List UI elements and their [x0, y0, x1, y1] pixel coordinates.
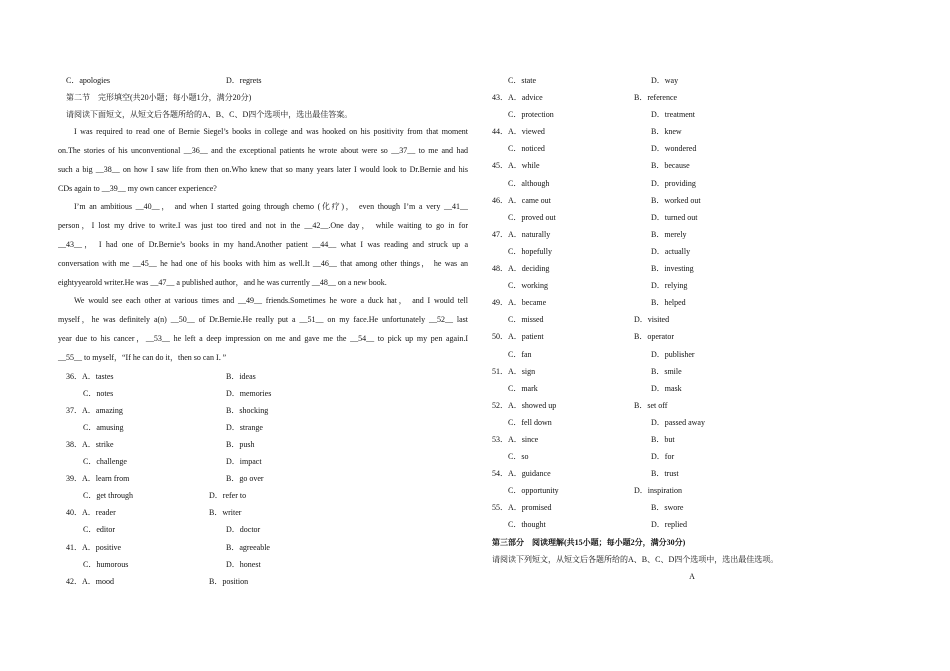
question-row-ab — [492, 465, 902, 482]
option-c: C．fell down — [508, 417, 552, 427]
option-a: 52．A．showed up — [492, 400, 557, 410]
option-a: 55．A．promised — [492, 503, 552, 513]
question-row-cd — [58, 419, 468, 436]
option-d: D．refer to — [209, 491, 247, 501]
option-b: B．reference — [634, 93, 678, 103]
question-row-ab — [492, 499, 902, 516]
option-b: B．writer — [209, 508, 242, 518]
option-a: 50．A．patient — [492, 332, 544, 342]
part3-instruction: 请阅读下列短文，从短文后各题所给的A、B、C、D四个选项中，选出最佳选项。 — [492, 554, 779, 564]
part3-title: 第三部分 阅读理解(共15小题；每小题2分，满分30分) — [492, 537, 686, 547]
question-row-ab — [58, 402, 468, 419]
option-d: D．memories — [226, 388, 272, 398]
passage-line: __43__， I had one of Dr.Bernie’s books in my hand.Another patient __44__ what I was reading and struck up a — [58, 240, 468, 250]
left-column — [58, 72, 468, 590]
option-c: C．so — [508, 452, 529, 462]
option-b: B．push — [226, 440, 255, 450]
passage-line: eightyyearold writer.He was __47__ a published author，and he was currently __48__ on a new book. — [58, 277, 387, 287]
option-c: C．proved out — [508, 212, 556, 222]
option-d: D．wondered — [651, 144, 697, 154]
option-c: C．apologies — [66, 76, 110, 85]
option-b: B．operator — [634, 332, 674, 342]
option-d: D．way — [651, 76, 679, 85]
question-row-cd — [492, 414, 902, 431]
right-column — [492, 72, 902, 585]
question-row-ab — [492, 157, 902, 174]
option-a: 41．A．positive — [66, 542, 122, 552]
question-row-cd — [492, 277, 902, 294]
option-c: C．protection — [508, 110, 554, 120]
option-c: C．noticed — [508, 144, 545, 154]
option-b: B．investing — [651, 264, 694, 274]
question-row-cd — [492, 346, 902, 363]
question-row-cd — [492, 448, 902, 465]
option-d: D．actually — [651, 246, 691, 256]
option-c: C．notes — [83, 388, 114, 398]
option-a: 39．A．learn from — [66, 474, 130, 484]
option-c: C．mark — [508, 383, 538, 393]
question-row-cd — [492, 516, 902, 533]
question-row-cd — [492, 482, 902, 499]
passage-line: __55__ to myself，“If he can do it，then so can I．” — [58, 352, 227, 362]
option-a: 48．A．deciding — [492, 264, 550, 274]
passage-line: person，I lost my drive to write.I was just too tired and not in the __42__.One day， while waiting to go in for — [58, 221, 468, 231]
option-c: C．hopefully — [508, 246, 552, 256]
option-a: 49．A．became — [492, 298, 547, 308]
question-row-cd — [492, 243, 902, 260]
question-row-ab — [492, 192, 902, 209]
section-title: 第二节 完形填空(共20小题；每小题1分，满分20分) — [66, 93, 252, 103]
passage-line: such a big __38__ on how I saw life from then on.Who knew that so many years later I would look to Dr.Bernie and his — [58, 164, 468, 174]
question-row-ab — [58, 436, 468, 453]
passage-line: conversation with me __45__ he had one of his books with him as well.It __46__ that among other things， he was an — [58, 258, 468, 268]
option-b: B．merely — [651, 229, 687, 239]
passage-line: I’m an ambitious __40__， and when I started going through chemo (化疗)， even though I’m a very __41__ — [74, 202, 468, 212]
option-a: 43．A．advice — [492, 93, 543, 103]
option-b: B．helped — [651, 298, 686, 308]
question-row-cd — [58, 487, 468, 504]
question-row-ab — [58, 504, 468, 521]
option-b: B．shocking — [226, 405, 269, 415]
option-c: C．challenge — [83, 457, 127, 467]
question-row-cd — [492, 380, 902, 397]
option-d: D．for — [651, 452, 675, 462]
option-a: 44．A．viewed — [492, 127, 545, 137]
option-b: B．swore — [651, 503, 684, 513]
question-row-ab — [58, 539, 468, 556]
option-c: C．opportunity — [508, 486, 559, 496]
question-list-left — [58, 368, 468, 590]
option-c: C．working — [508, 281, 548, 291]
option-b: B．ideas — [226, 371, 256, 381]
question-row-cd — [58, 453, 468, 470]
option-a: 42．A．mood — [66, 576, 114, 586]
option-b: B．go over — [226, 474, 264, 484]
option-d: D．strange — [226, 422, 263, 432]
option-a: 47．A．naturally — [492, 229, 551, 239]
option-a: 38．A．strike — [66, 440, 114, 450]
option-d: D．providing — [651, 178, 696, 188]
option-b: B．but — [651, 434, 675, 444]
question-row-ab — [58, 368, 468, 385]
question-row-cd — [492, 140, 902, 157]
question-row-ab — [492, 260, 902, 277]
option-c: C．state — [508, 76, 536, 85]
question-row-ab — [492, 123, 902, 140]
option-c: C．thought — [508, 520, 546, 530]
prev-question-options — [58, 72, 468, 89]
option-c: C．although — [508, 178, 550, 188]
option-d: D．doctor — [226, 525, 261, 535]
section-instruction: 请阅读下面短文，从短文后各题所给的A、B、C、D四个选项中，选出最佳答案。 — [66, 110, 353, 120]
option-a: 51．A．sign — [492, 366, 536, 376]
option-c: C．get through — [83, 491, 133, 501]
option-c: C．humorous — [83, 559, 129, 569]
passage-line: myself，he was definitely a(n) __50__ of Dr.Bernie.He really put a __51__ on my face.He unfortunately __52__ last — [58, 315, 468, 325]
passage-line: We would see each other at various times and __49__ friends.Sometimes he wore a duck hat， and I would tell — [74, 296, 468, 306]
option-c: C．editor — [83, 525, 115, 535]
cloze-passage — [58, 123, 468, 367]
question-row-cd — [492, 106, 902, 123]
option-c: C．amusing — [83, 422, 124, 432]
option-d: D．treatment — [651, 110, 695, 120]
passage-label: A — [689, 571, 695, 581]
option-a: 53．A．since — [492, 434, 539, 444]
question-row-ab — [492, 431, 902, 448]
option-d: D．relying — [651, 281, 688, 291]
question-row-ab — [492, 89, 902, 106]
option-a: 45．A．while — [492, 161, 540, 171]
option-d: D．inspiration — [634, 486, 682, 496]
passage-line: I was required to read one of Bernie Siegel’s books in college and was hooked on his positivity from that moment — [74, 127, 468, 137]
option-b: B．worked out — [651, 195, 701, 205]
option-b: B．position — [209, 576, 249, 586]
option-b: B．knew — [651, 127, 682, 137]
option-c: C．missed — [508, 315, 544, 325]
option-a: 46．A．came out — [492, 195, 551, 205]
question-row-cd — [58, 385, 468, 402]
question-list-right — [492, 89, 902, 533]
option-a: 54．A．guidance — [492, 469, 551, 479]
question-row-cd — [58, 521, 468, 538]
option-b: B．smile — [651, 366, 682, 376]
option-c: C．fan — [508, 349, 532, 359]
question-row-cd — [492, 72, 902, 89]
question-row-cd — [492, 311, 902, 328]
question-row-cd — [58, 556, 468, 573]
option-a: 36．A．tastes — [66, 371, 114, 381]
option-d: D．turned out — [651, 212, 698, 222]
option-d: D．honest — [226, 559, 261, 569]
option-b: B．set off — [634, 400, 668, 410]
question-row-ab — [492, 363, 902, 380]
question-row-ab — [492, 397, 902, 414]
question-row-ab — [58, 470, 468, 487]
option-d: D．mask — [651, 383, 682, 393]
passage-line: on.The stories of his unconventional __36__ and the exceptional patients he wrote about were so __37__ to me and had — [58, 146, 468, 156]
option-d: D．replied — [651, 520, 687, 530]
question-row-ab — [492, 328, 902, 345]
question-row-ab — [492, 226, 902, 243]
option-a: 37．A．amazing — [66, 405, 123, 415]
question-row-ab — [492, 294, 902, 311]
option-d: D．impact — [226, 457, 262, 467]
option-b: B．agreeable — [226, 542, 270, 552]
passage-line: year due to his cancer，__53__ he left a deep impression on me and gave me the __54__ to pick up my pen again.I — [58, 334, 468, 344]
question-row-cd — [492, 209, 902, 226]
option-b: B．trust — [651, 469, 679, 479]
question-row-cd — [492, 175, 902, 192]
option-d: D．visited — [634, 315, 670, 325]
option-d: D．regrets — [226, 76, 262, 85]
option-d: D．passed away — [651, 417, 705, 427]
option-b: B．because — [651, 161, 690, 171]
passage-line: CDs again to __39__ my own cancer experience? — [58, 183, 217, 193]
option-d: D．publisher — [651, 349, 695, 359]
question-row-ab — [58, 573, 468, 590]
option-a: 40．A．reader — [66, 508, 116, 518]
